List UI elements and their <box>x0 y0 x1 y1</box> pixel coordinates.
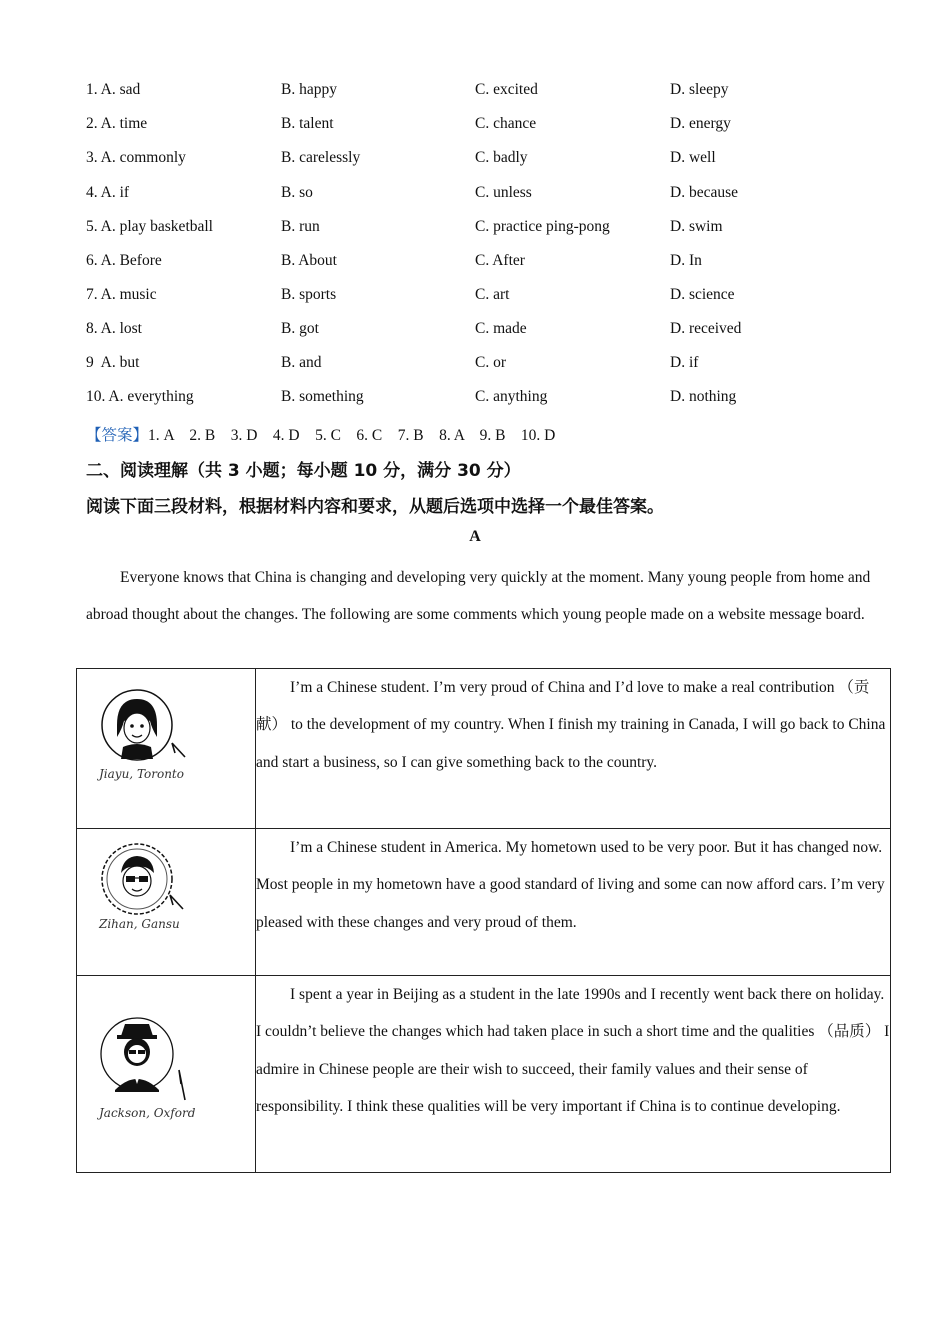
comments-table <box>76 668 891 1173</box>
comment-text: I’m a Chinese student. I’m very proud of China and I’d love to make a real contribution （贡献） to the development of my country. When I finish my training in Canada, I will go back to China and start a business, so I can give something back to the country. <box>256 679 886 771</box>
option-c: C. or <box>475 354 506 371</box>
option-b: B. something <box>281 388 364 405</box>
option-b: B. so <box>281 184 313 201</box>
instruction: 阅读下面三段材料，根据材料内容和要求，从题后选项中选择一个最佳答案。 <box>86 497 664 517</box>
option-d: D. if <box>670 354 699 371</box>
option-b: B. got <box>281 320 319 337</box>
option-a: 5. A. play basketball <box>86 218 213 235</box>
option-d: D. received <box>670 320 742 337</box>
option-c: C. practice ping-pong <box>475 218 610 235</box>
option-c: C. excited <box>475 81 538 98</box>
option-b: B. About <box>281 252 337 269</box>
option-row <box>86 115 876 139</box>
option-d: D. because <box>670 184 738 201</box>
option-d: D. swim <box>670 218 723 235</box>
intro-paragraph <box>86 559 876 634</box>
option-c: C. made <box>475 320 527 337</box>
option-row <box>86 286 876 310</box>
commenter-name: Jiayu, Toronto <box>99 767 184 781</box>
option-row <box>86 184 876 208</box>
intro-text: Everyone knows that China is changing and developing very quickly at the moment. Many young people from home and abroad thought about the changes. The following are some comments which young people made on a website message board. <box>86 569 871 624</box>
option-a: 4. A. if <box>86 184 130 201</box>
option-b: B. sports <box>281 286 337 303</box>
option-a: 10. A. everything <box>86 388 194 405</box>
answer-tag: 【答案】 <box>86 427 149 444</box>
option-d: D. sleepy <box>670 81 729 98</box>
option-d: D. energy <box>670 115 731 132</box>
option-d: D. well <box>670 149 716 166</box>
comment-row <box>77 976 891 1173</box>
avatar-block <box>97 1014 217 1120</box>
comment-text-cell <box>256 976 891 1173</box>
option-a: 2. A. time <box>86 115 148 132</box>
option-row <box>86 354 876 378</box>
option-c: C. chance <box>475 115 537 132</box>
option-a: 8. A. lost <box>86 320 142 337</box>
commenter-name: Zihan, Gansu <box>99 917 180 931</box>
option-b: B. talent <box>281 115 334 132</box>
comment-text: I spent a year in Beijing as a student in the late 1990s and I recently went back there on holiday. I couldn’t believe the changes which had taken place in such a short time and the qualities （品质） I admire in Chinese people are their wish to succeed, their family values and their sense of responsibility. I think these qualities will be very important if China is to continue developing. <box>256 986 890 1115</box>
option-c: C. badly <box>475 149 528 166</box>
avatar-cell <box>77 976 256 1173</box>
avatar-block <box>97 685 217 781</box>
option-b: B. run <box>281 218 320 235</box>
comment-row <box>77 829 891 976</box>
option-c: C. anything <box>475 388 548 405</box>
avatar-man-hat-icon <box>97 1014 197 1106</box>
passage-label: A <box>469 528 481 545</box>
option-a: 7. A. music <box>86 286 157 303</box>
option-a: 3. A. commonly <box>86 149 186 166</box>
option-c: C. unless <box>475 184 532 201</box>
option-b: B. and <box>281 354 322 371</box>
avatar-girl-icon <box>97 685 197 767</box>
answer-line <box>86 423 555 445</box>
option-d: D. nothing <box>670 388 737 405</box>
option-row <box>86 320 876 344</box>
commenter-name: Jackson, Oxford <box>99 1106 196 1120</box>
section-title: 二、阅读理解（共 3 小题；每小题 10 分，满分 30 分） <box>86 461 521 481</box>
option-row <box>86 81 876 105</box>
option-a: 9 A. but <box>86 354 140 371</box>
option-row <box>86 149 876 173</box>
comment-row <box>77 669 891 829</box>
option-b: B. carelessly <box>281 149 361 166</box>
option-c: C. art <box>475 286 510 303</box>
answer-text: 1. A 2. B 3. D 4. D 5. C 6. C 7. B 8. A 9. B 10. D <box>148 427 556 444</box>
option-b: B. happy <box>281 81 337 98</box>
option-d: D. In <box>670 252 702 269</box>
comment-text-cell <box>256 829 891 976</box>
option-row <box>86 388 876 412</box>
option-row <box>86 252 876 276</box>
avatar-boy-glasses-icon <box>97 841 197 917</box>
avatar-cell <box>77 669 256 829</box>
comment-text-cell <box>256 669 891 829</box>
avatar-block <box>97 841 217 931</box>
option-d: D. science <box>670 286 735 303</box>
option-row <box>86 218 876 242</box>
option-a: 1. A. sad <box>86 81 141 98</box>
option-c: C. After <box>475 252 525 269</box>
avatar-cell <box>77 829 256 976</box>
comment-text: I’m a Chinese student in America. My hometown used to be very poor. But it has changed now. Most people in my hometown have a good standard of living and some can now afford cars. I’m very pleased with these changes and very proud of them. <box>256 839 885 931</box>
option-a: 6. A. Before <box>86 252 162 269</box>
